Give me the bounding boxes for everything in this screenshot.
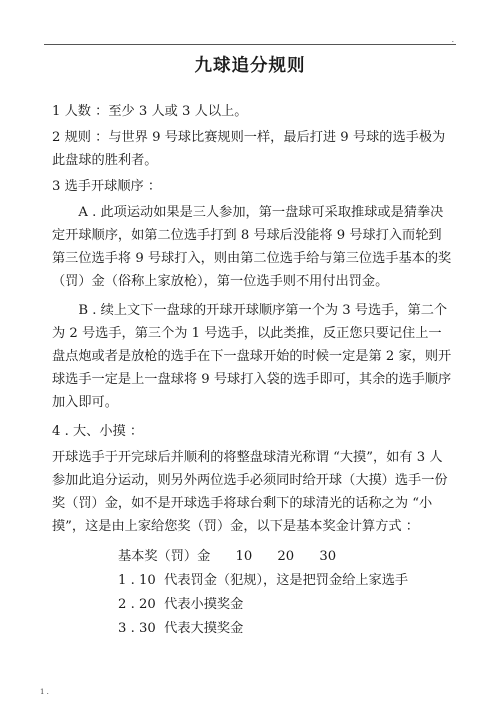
- paragraph-break-order-heading: 3 选手开球顺序 ：: [52, 179, 162, 194]
- document-body: [52, 100, 454, 544]
- prize-list: [118, 545, 408, 641]
- prize-list-header: 基本奖（罚）金 10 20 30: [118, 549, 337, 564]
- page-title: 九球追分规则: [194, 56, 306, 76]
- prize-list-item: 1 . 10 代表罚金（犯规），这是把罚金给上家选手: [118, 573, 409, 588]
- paragraph-run-out-heading: 4 . 大、小摸 ：: [52, 424, 144, 439]
- paragraph-section-b: B . 续上文下一盘球的开球开球顺序第一个为 3 号选手，第二个为 2 号选手，第三个为 1 号选手，以此类推，反正您只要记住上一盘点炮或者是放枪的选手在下一盘球开始的时候一定是第 2 家，则开球选手一定是上一盘球将 9 号球打入袋的选手即可，其余的选手顺序加入即可。: [52, 303, 452, 410]
- paragraph-rules: 2 规则 ：与世界 9 号球比赛规则一样，最后打进 9 号球的选手极为此盘球的胜利者。: [52, 130, 446, 168]
- paragraph-section-a: A . 此项运动如果是三人参加，第一盘球可采取推球或是猜拳决定开球顺序，如第二位选手打到 8 号球后没能将 9 号球打入而轮到第三位选手将 9 号球打入，则由第二位选手给与第三位选手基本的奖（罚）金（俗称上家放枪），第一位选手则不用付出罚金。: [52, 205, 452, 289]
- paragraph-run-out-detail: 开球选手于开完球后并顺利的将整盘球清光称谓 “大摸”，如有 3 人参加此追分运动，则另外两位选手必须同时给开球（大摸）选手一份奖（罚）金，如不是开球选手将球台剩下的球清光的话称之为 “小摸”，这是由上家给您奖（罚）金，以下是基本奖金计算方式 ：: [52, 450, 448, 534]
- paragraph-player-count: 1 人数 ：至少 3 人或 3 人以上。: [52, 104, 248, 119]
- prize-list-item: 2 . 20 代表小摸奖金: [118, 597, 244, 612]
- header-rule: [44, 44, 456, 45]
- prize-list-item: 3 . 30 代表大摸奖金: [118, 621, 244, 636]
- header-mark: .: [451, 36, 454, 44]
- footer-mark: 1 .: [40, 688, 49, 696]
